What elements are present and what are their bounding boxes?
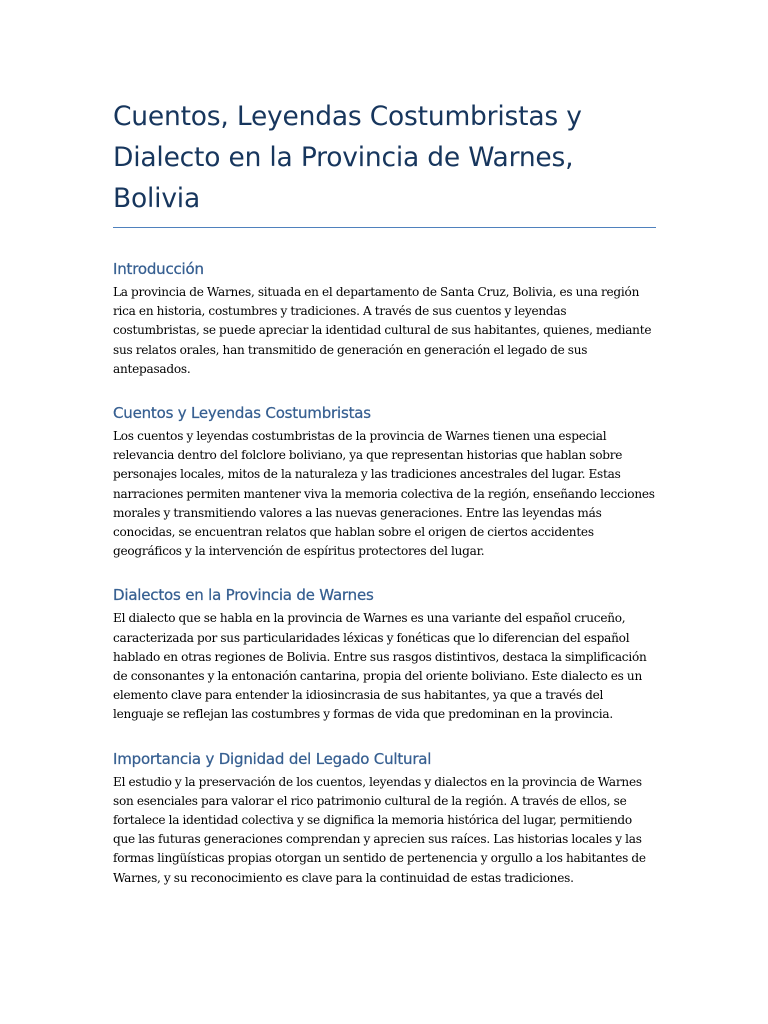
- section-paragraph: La provincia de Warnes, situada en el departamento de Santa Cruz, Bolivia, es una región rica en historia, costumbres y tradiciones. A través de sus cuentos y leyendas costumbristas, se puede apreciar la identidad cultural de sus habitantes, quienes, mediante sus relatos orales, han transmitido de generación en generación el legado de sus antepasados.: [113, 285, 652, 376]
- title-divider: [113, 227, 656, 228]
- section-introduccion: [113, 259, 656, 379]
- section-heading: Importancia y Dignidad del Legado Cultural: [113, 749, 432, 768]
- section-paragraph: El dialecto que se habla en la provincia de Warnes es una variante del español cruceño, caracterizada por sus particularidades léxicas y fonéticas que lo diferencian del español hablado en otras regiones de Bolivia. Entre sus rasgos distintivos, destaca la simplificación de consonantes y la entonación cantarina, propia del oriente boliviano. Este dialecto es un elemento clave para entender la idiosincrasia de sus habitantes, ya que a través del lenguaje se reflejan las costumbres y formas de vida que predominan en la provincia.: [113, 611, 647, 722]
- document-page: [113, 96, 656, 912]
- section-paragraph: Los cuentos y leyendas costumbristas de la provincia de Warnes tienen una especial relevancia dentro del folclore boliviano, ya que representan historias que hablan sobre personajes locales, mitos de la naturaleza y las tradiciones ancestrales del lugar. Estas narraciones permiten mantener viva la memoria colectiva de la región, enseñando lecciones morales y transmitiendo valores a las nuevas generaciones. Entre las leyendas más conocidas, se encuentran relatos que hablan sobre el origen de ciertos accidentes geográficos y la intervención de espíritus protectores del lugar.: [113, 429, 655, 559]
- document-title: Cuentos, Leyendas Costumbristas y Dialecto en la Provincia de Warnes, Bolivia: [113, 101, 582, 214]
- section-cuentos-leyendas: [113, 403, 656, 561]
- section-importancia: [113, 749, 656, 888]
- section-heading: Cuentos y Leyendas Costumbristas: [113, 404, 371, 423]
- section-paragraph: El estudio y la preservación de los cuentos, leyendas y dialectos en la provincia de Warnes son esenciales para valorar el rico patrimonio cultural de la región. A través de ellos, se fortalece la identidad colectiva y se dignifica la memoria histórica del lugar, permitiendo que las futuras generaciones comprendan y aprecien sus raíces. Las historias locales y las formas lingüísticas propias otorgan un sentido de pertenencia y orgullo a los habitantes de Warnes, y su reconocimiento es clave para la continuidad de estas tradiciones.: [113, 774, 646, 885]
- section-heading: Introducción: [113, 260, 204, 278]
- section-dialectos: [113, 585, 656, 724]
- section-heading: Dialectos en la Provincia de Warnes: [113, 586, 374, 605]
